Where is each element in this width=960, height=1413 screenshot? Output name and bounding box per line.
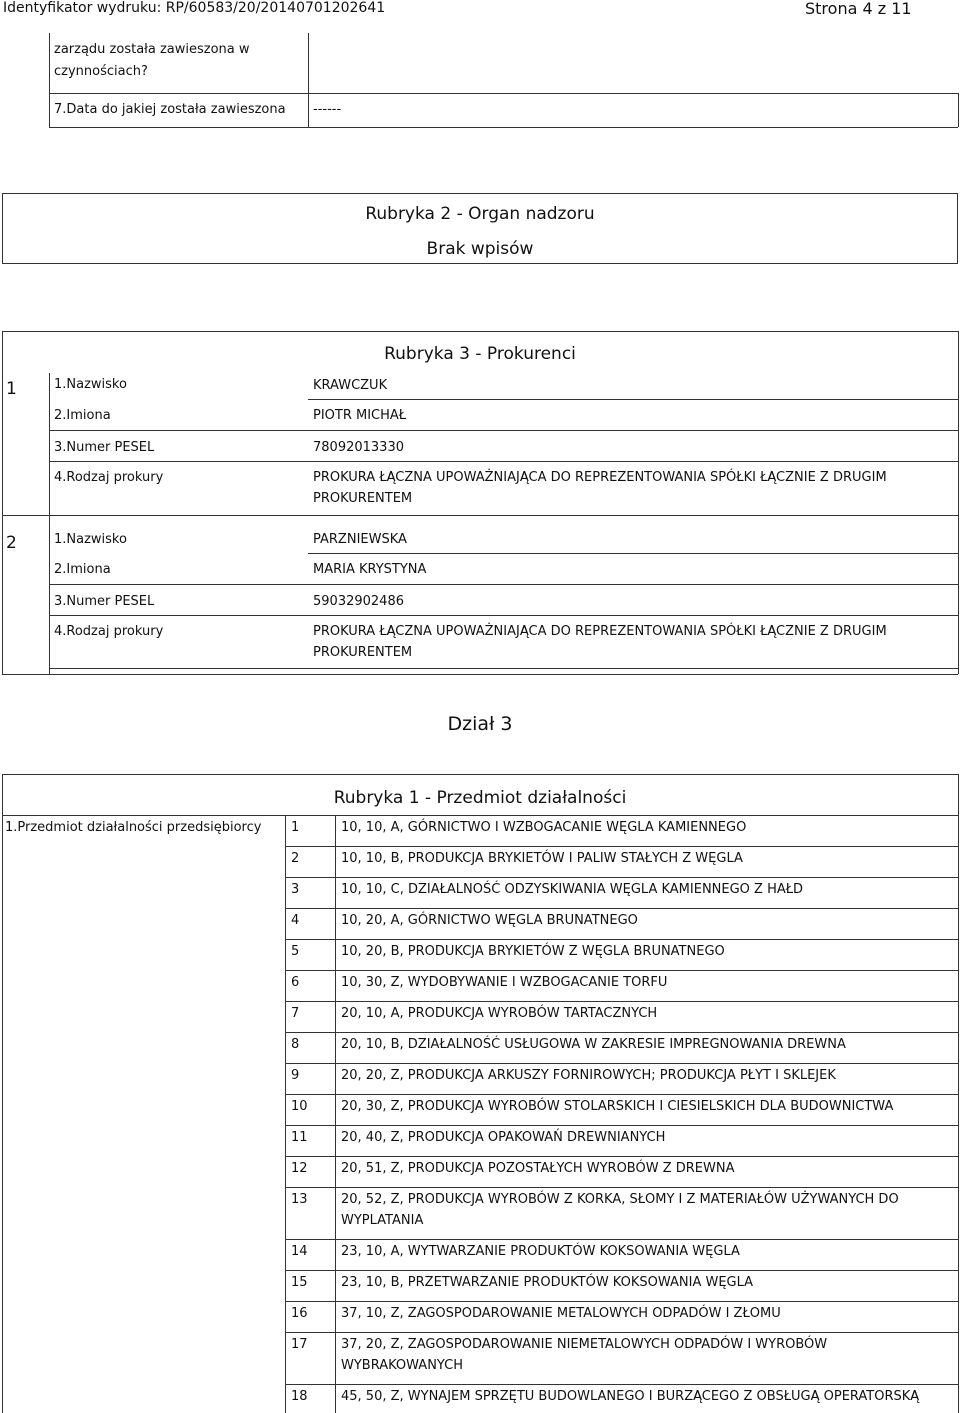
type-value-line2: PROKURENTEM [313, 645, 413, 660]
type-value-line1: PROKURA ŁĄCZNA UPOWAŻNIAJĄCA DO REPREZENTOWANIA SPÓŁKI ŁĄCZNIE Z DRUGIM [313, 624, 887, 639]
activity-description-continued: WYBRAKOWANYCH [341, 1358, 464, 1373]
activity-description: 20, 20, Z, PRODUKCJA ARKUSZY FORNIROWYCH; PRODUKCJA PŁYT I SKLEJEK [341, 1068, 836, 1083]
row-divider [285, 1156, 958, 1157]
activity-number: 15 [291, 1275, 308, 1290]
rubryka2-box [2, 193, 958, 264]
row-divider [285, 908, 958, 909]
activity-description: 10, 20, B, PRODUKCJA BRYKIETÓW Z WĘGLA BRUNATNEGO [341, 944, 725, 959]
names-label: 2.Imiona [54, 408, 111, 423]
entry-number: 1 [6, 379, 17, 399]
surname-value: KRAWCZUK [313, 378, 388, 393]
row-divider [285, 1301, 958, 1302]
names-value: PIOTR MICHAŁ [313, 408, 407, 423]
activity-description: 45, 50, Z, WYNAJEM SPRZĘTU BUDOWLANEGO I BURZĄCEGO Z OBSŁUGĄ OPERATORSKĄ [341, 1389, 920, 1404]
row-divider [285, 1332, 958, 1333]
activity-number: 3 [291, 882, 300, 897]
activity-number: 8 [291, 1037, 300, 1052]
activity-number: 17 [291, 1337, 308, 1352]
activity-description: 20, 51, Z, PRODUKCJA POZOSTAŁYCH WYROBÓW Z DREWNA [341, 1161, 735, 1176]
row-divider [285, 1063, 958, 1064]
activity-description: 10, 20, A, GÓRNICTWO WĘGLA BRUNATNEGO [341, 913, 638, 928]
row-divider [285, 1384, 958, 1385]
activity-description: 20, 52, Z, PRODUKCJA WYROBÓW Z KORKA, SŁOMY I Z MATERIAŁÓW UŻYWANYCH DO [341, 1192, 899, 1207]
type-value-line2: PROKURENTEM [313, 491, 413, 506]
activity-description: 23, 10, B, PRZETWARZANIE PRODUKTÓW KOKSOWANIA WĘGLA [341, 1275, 754, 1290]
row-divider [285, 1239, 958, 1240]
rubryka2-title: Rubryka 2 - Organ nadzoru [365, 204, 595, 224]
activity-description: 20, 30, Z, PRODUKCJA WYROBÓW STOLARSKICH I CIESIELSKICH DLA BUDOWNICTWA [341, 1099, 894, 1114]
surname-label: 1.Nazwisko [54, 377, 127, 392]
activity-number: 10 [291, 1099, 308, 1114]
activity-number: 9 [291, 1068, 300, 1083]
activity-description: 10, 10, A, GÓRNICTWO I WZBOGACANIE WĘGLA KAMIENNEGO [341, 820, 747, 835]
names-label: 2.Imiona [54, 562, 111, 577]
activity-description-continued: WYPLATANIA [341, 1213, 424, 1228]
entry-number: 2 [6, 533, 17, 553]
row7-value: ------ [313, 102, 342, 117]
activity-description: 20, 10, A, PRODUKCJA WYROBÓW TARTACZNYCH [341, 1006, 658, 1021]
row-divider [285, 1001, 958, 1002]
rubryka3-title: Rubryka 3 - Prokurenci [384, 344, 576, 364]
row-divider [285, 1125, 958, 1126]
surname-value: PARZNIEWSKA [313, 532, 407, 547]
activity-number: 11 [291, 1130, 308, 1145]
section-title: Dział 3 [447, 713, 513, 735]
activity-description: 10, 10, C, DZIAŁALNOŚĆ ODZYSKIWANIA WĘGLA KAMIENNEGO Z HAŁD [341, 882, 804, 897]
activity-number: 14 [291, 1244, 308, 1259]
names-value: MARIA KRYSTYNA [313, 562, 427, 577]
activity-label: 1.Przedmiot działalności przedsiębiorcy [5, 820, 262, 835]
type-label: 4.Rodzaj prokury [54, 470, 164, 485]
row-divider [285, 939, 958, 940]
print-identifier: Identyfikator wydruku: RP/60583/20/20140701202641 [3, 0, 386, 16]
activity-number: 7 [291, 1006, 300, 1021]
row-divider [285, 1032, 958, 1033]
activity-number: 16 [291, 1306, 308, 1321]
activity-description: 20, 10, B, DZIAŁALNOŚĆ USŁUGOWA W ZAKRESIE IMPREGNOWANIA DREWNA [341, 1037, 846, 1052]
activity-number: 5 [291, 944, 300, 959]
activity-number: 12 [291, 1161, 308, 1176]
type-value-line1: PROKURA ŁĄCZNA UPOWAŻNIAJĄCA DO REPREZENTOWANIA SPÓŁKI ŁĄCZNIE Z DRUGIM [313, 470, 887, 485]
pesel-value: 78092013330 [313, 440, 404, 455]
row-divider [285, 846, 958, 847]
activity-description: 10, 10, B, PRODUKCJA BRYKIETÓW I PALIW STAŁYCH Z WĘGLA [341, 851, 743, 866]
rubryka2-empty: Brak wpisów [426, 239, 534, 259]
activity-description: 37, 10, Z, ZAGOSPODAROWANIE METALOWYCH ODPADÓW I ZŁOMU [341, 1306, 781, 1321]
activity-description: 37, 20, Z, ZAGOSPODAROWANIE NIEMETALOWYCH ODPADÓW I WYROBÓW [341, 1337, 828, 1352]
row-divider [285, 1270, 958, 1271]
activity-description: 23, 10, A, WYTWARZANIE PRODUKTÓW KOKSOWANIA WĘGLA [341, 1244, 740, 1259]
activity-number: 6 [291, 975, 300, 990]
activity-description: 20, 40, Z, PRODUKCJA OPAKOWAŃ DREWNIANYCH [341, 1130, 666, 1145]
row7-label: 7.Data do jakiej została zawieszona [54, 102, 286, 117]
activity-number: 4 [291, 913, 300, 928]
row-divider [285, 1094, 958, 1095]
row6-label-line2: czynnościach? [54, 64, 148, 79]
page-number: Strona 4 z 11 [805, 0, 912, 18]
rubryka1-title: Rubryka 1 - Przedmiot działalności [333, 788, 627, 808]
activity-number: 13 [291, 1192, 308, 1207]
activity-number: 2 [291, 851, 300, 866]
type-label: 4.Rodzaj prokury [54, 624, 164, 639]
pesel-value: 59032902486 [313, 594, 404, 609]
pesel-label: 3.Numer PESEL [54, 440, 155, 455]
row-divider [285, 970, 958, 971]
row-divider [285, 1187, 958, 1188]
row-divider [285, 877, 958, 878]
activity-description: 10, 30, Z, WYDOBYWANIE I WZBOGACANIE TORFU [341, 975, 668, 990]
surname-label: 1.Nazwisko [54, 532, 127, 547]
pesel-label: 3.Numer PESEL [54, 594, 155, 609]
activity-number: 18 [291, 1389, 308, 1404]
activity-number: 1 [291, 820, 300, 835]
row6-label-line1: zarządu została zawieszona w [54, 42, 250, 57]
